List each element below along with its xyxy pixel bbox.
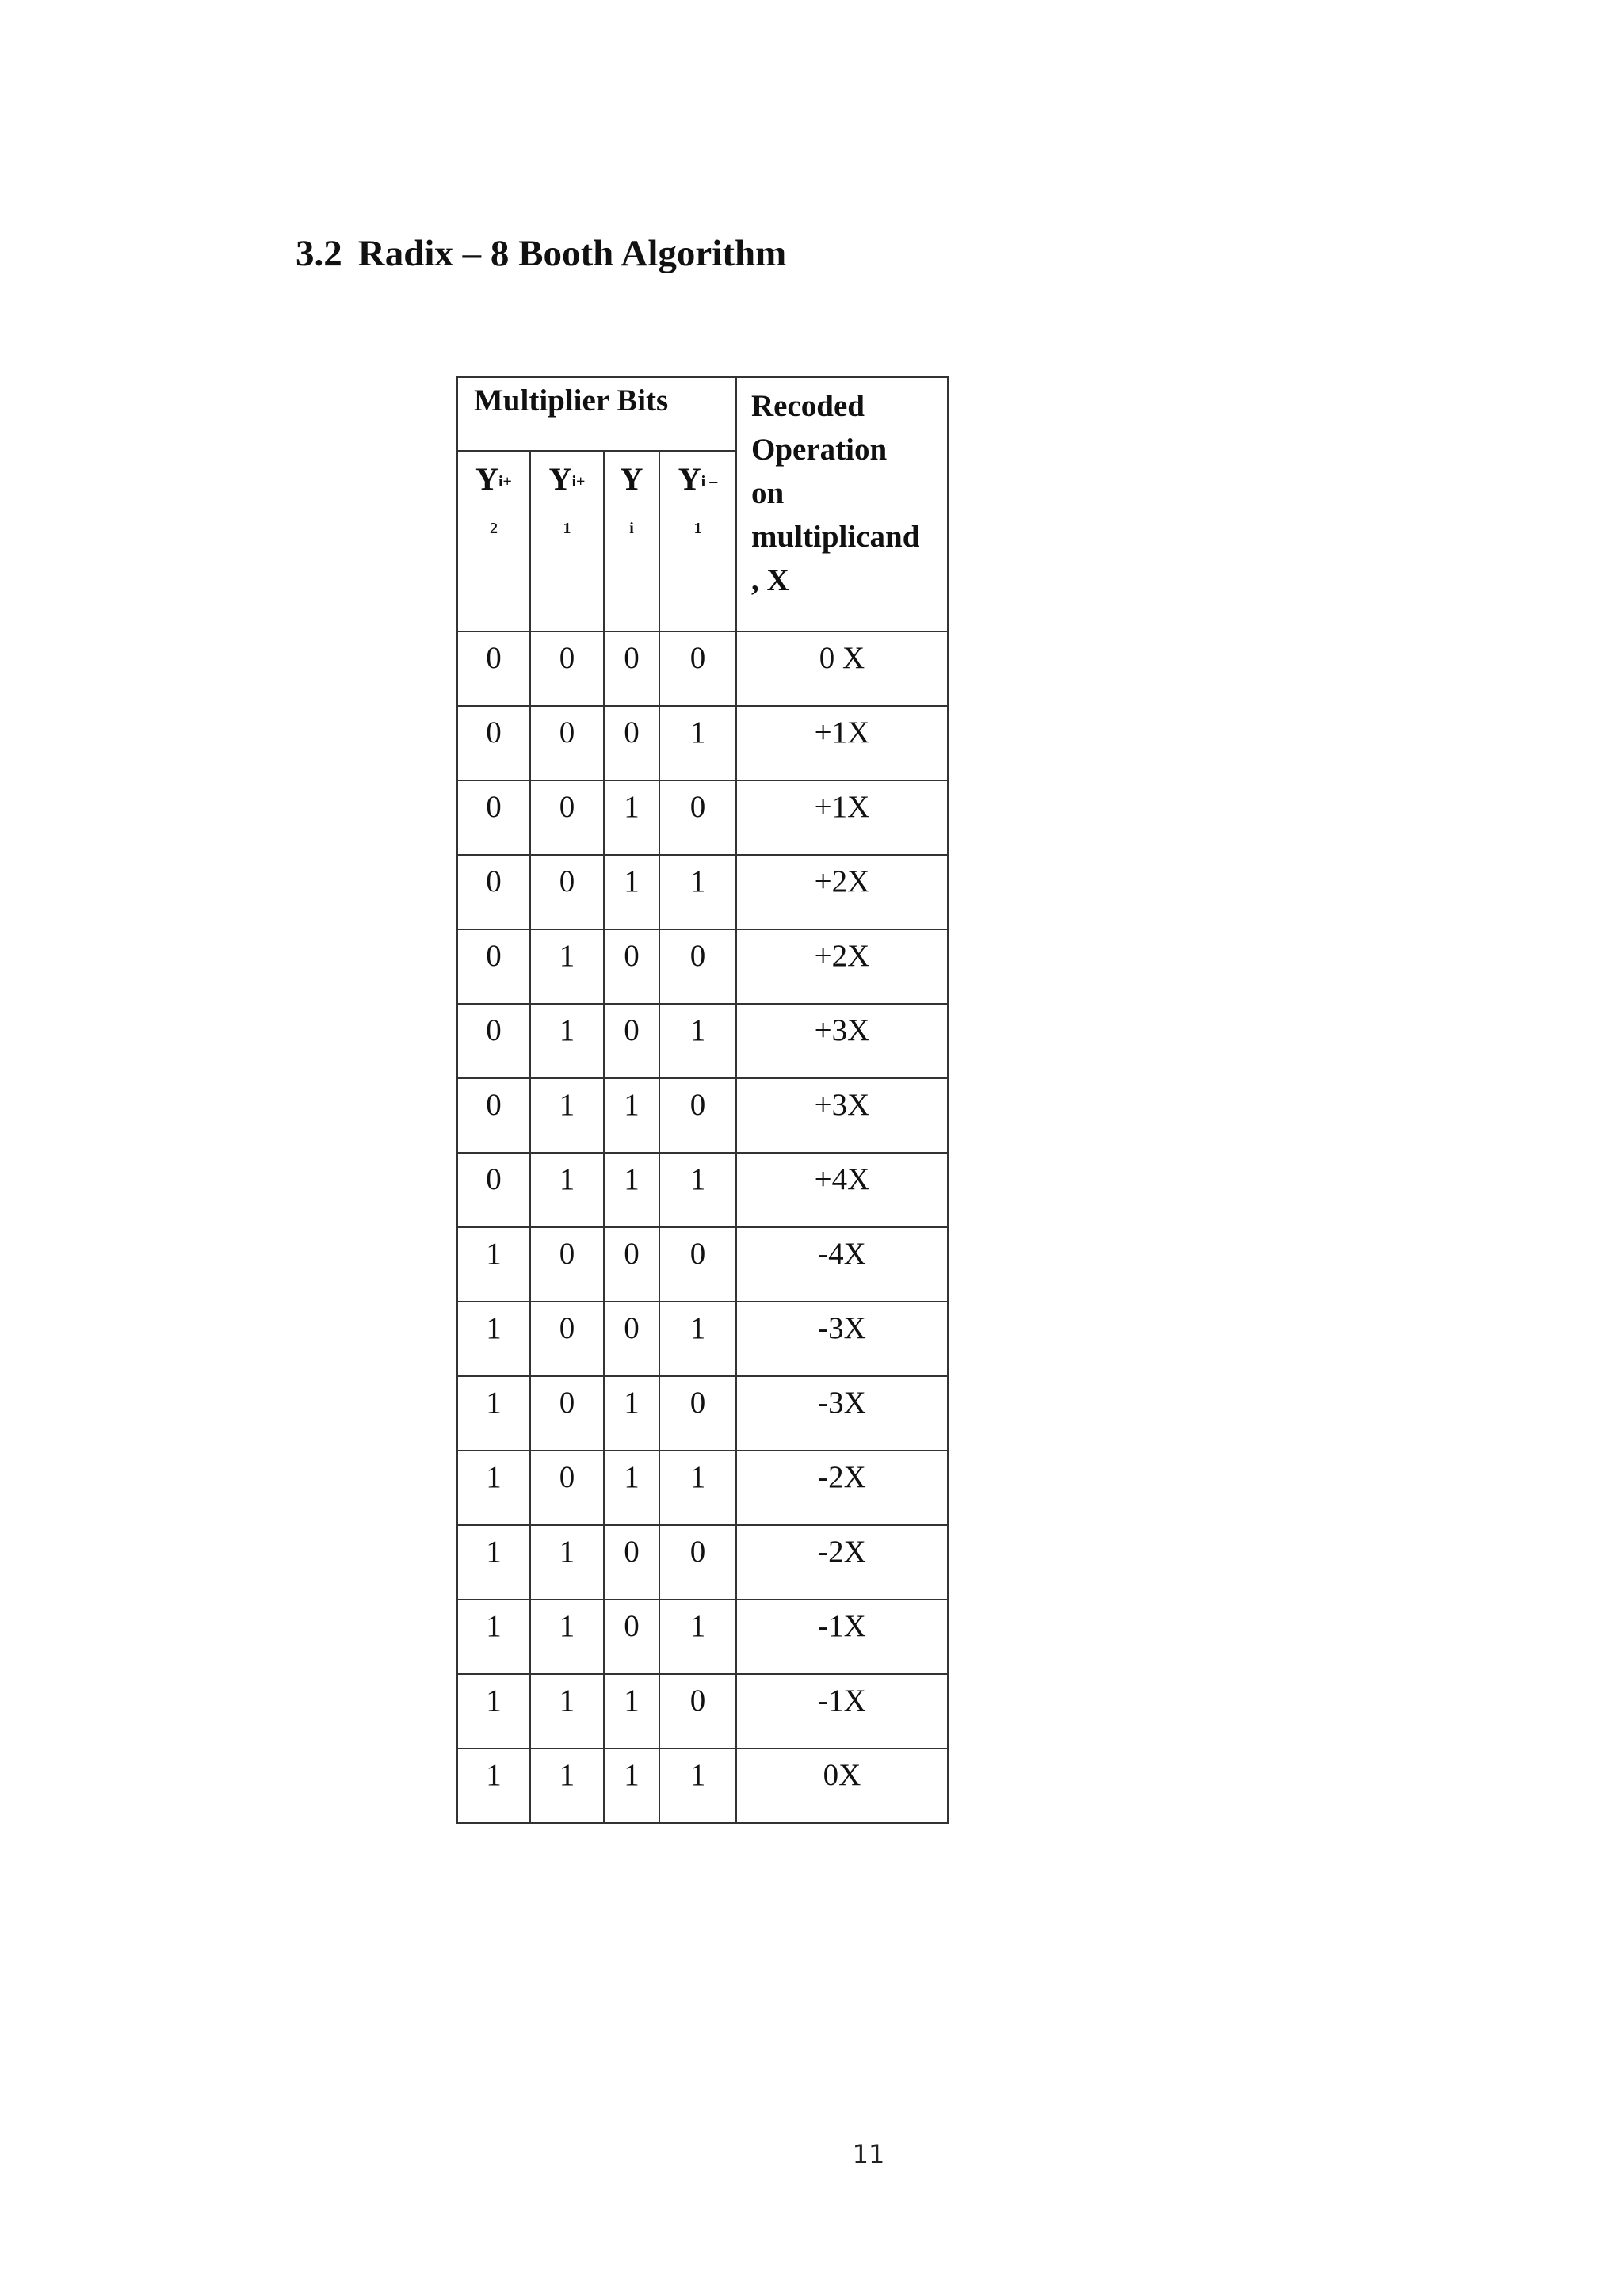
bit-header-subscript: i+ bbox=[571, 473, 586, 490]
bit-cell: 1 bbox=[530, 1078, 604, 1153]
bit-cell: 0 bbox=[530, 1302, 604, 1376]
bit-header-yi-plus-1 bbox=[530, 451, 604, 631]
operation-cell: +3X bbox=[736, 1004, 948, 1078]
bit-cell: 0 bbox=[530, 1451, 604, 1525]
recoded-header-line: Recoded bbox=[751, 389, 865, 423]
bit-cell: 0 bbox=[604, 1227, 659, 1302]
bit-cell: 1 bbox=[604, 1451, 659, 1525]
multiplier-bits-header: Multiplier Bits bbox=[457, 377, 736, 451]
table-row bbox=[457, 855, 948, 929]
operation-cell: 0 X bbox=[736, 631, 948, 706]
bit-header-yi-plus-2 bbox=[457, 451, 530, 631]
bit-cell: 0 bbox=[659, 780, 736, 855]
recoded-header-line: , X bbox=[751, 563, 789, 597]
bit-cell: 0 bbox=[457, 1078, 530, 1153]
bit-header-letter: Y bbox=[620, 461, 643, 497]
bit-header-subscript-line2: 1 bbox=[693, 520, 702, 537]
bit-cell: 0 bbox=[659, 1227, 736, 1302]
bit-cell: 0 bbox=[659, 1525, 736, 1600]
bit-cell: 1 bbox=[659, 1153, 736, 1227]
section-heading bbox=[296, 232, 786, 275]
table-row bbox=[457, 631, 948, 706]
bit-cell: 0 bbox=[659, 1078, 736, 1153]
table-row bbox=[457, 1600, 948, 1674]
bit-cell: 1 bbox=[659, 1004, 736, 1078]
bit-header-subscript: i – bbox=[701, 473, 718, 490]
operation-cell: -3X bbox=[736, 1302, 948, 1376]
operation-cell: -2X bbox=[736, 1525, 948, 1600]
bit-cell: 0 bbox=[530, 1376, 604, 1451]
bit-header-letter: Y bbox=[475, 461, 498, 497]
bit-cell: 0 bbox=[457, 929, 530, 1004]
bit-header-subscript: i+ bbox=[498, 473, 512, 490]
bit-cell: 1 bbox=[659, 855, 736, 929]
bit-cell: 1 bbox=[530, 929, 604, 1004]
bit-cell: 1 bbox=[457, 1749, 530, 1823]
operation-cell: +2X bbox=[736, 855, 948, 929]
table-row bbox=[457, 1451, 948, 1525]
bit-cell: 1 bbox=[457, 1451, 530, 1525]
bit-cell: 0 bbox=[457, 855, 530, 929]
table-header-row bbox=[457, 377, 948, 451]
bit-cell: 1 bbox=[457, 1600, 530, 1674]
bit-cell: 1 bbox=[604, 780, 659, 855]
bit-cell: 0 bbox=[659, 1674, 736, 1749]
table-row bbox=[457, 1078, 948, 1153]
bit-cell: 1 bbox=[604, 1153, 659, 1227]
recoded-header-line: Operation bbox=[751, 433, 888, 467]
bit-header-letter: Y bbox=[548, 461, 572, 497]
bit-cell: 0 bbox=[530, 780, 604, 855]
table-row bbox=[457, 1749, 948, 1823]
bit-cell: 1 bbox=[457, 1302, 530, 1376]
recoded-operation-header bbox=[736, 377, 948, 631]
bit-header-subscript-line2: 1 bbox=[563, 520, 571, 537]
table-row bbox=[457, 780, 948, 855]
bit-cell: 0 bbox=[457, 1004, 530, 1078]
bit-cell: 0 bbox=[457, 631, 530, 706]
bit-cell: 0 bbox=[659, 1376, 736, 1451]
recoded-header-line: multiplicand bbox=[751, 520, 920, 554]
bit-cell: 0 bbox=[457, 706, 530, 780]
bit-header-subscript-line2: i bbox=[629, 520, 634, 537]
bit-header-yi bbox=[604, 451, 659, 631]
operation-cell: 0X bbox=[736, 1749, 948, 1823]
bit-cell: 1 bbox=[530, 1153, 604, 1227]
bit-cell: 1 bbox=[659, 1451, 736, 1525]
bit-cell: 1 bbox=[659, 1302, 736, 1376]
operation-cell: +2X bbox=[736, 929, 948, 1004]
bit-cell: 0 bbox=[457, 1153, 530, 1227]
bit-cell: 1 bbox=[530, 1004, 604, 1078]
bit-cell: 0 bbox=[530, 706, 604, 780]
bit-cell: 1 bbox=[457, 1376, 530, 1451]
bit-cell: 0 bbox=[604, 929, 659, 1004]
bit-cell: 1 bbox=[659, 1749, 736, 1823]
operation-cell: +1X bbox=[736, 706, 948, 780]
bit-cell: 1 bbox=[530, 1674, 604, 1749]
table-row bbox=[457, 929, 948, 1004]
bit-cell: 0 bbox=[604, 631, 659, 706]
bit-cell: 1 bbox=[457, 1674, 530, 1749]
bit-cell: 1 bbox=[604, 1376, 659, 1451]
booth-recoding-table bbox=[456, 376, 949, 1824]
bit-cell: 0 bbox=[457, 780, 530, 855]
table-row bbox=[457, 706, 948, 780]
bit-cell: 0 bbox=[604, 1600, 659, 1674]
table-row bbox=[457, 1004, 948, 1078]
table-row bbox=[457, 1302, 948, 1376]
section-title: Radix – 8 Booth Algorithm bbox=[357, 233, 787, 274]
bit-cell: 1 bbox=[659, 706, 736, 780]
bit-cell: 0 bbox=[530, 631, 604, 706]
bit-header-letter: Y bbox=[678, 461, 701, 497]
recoded-header-line: on bbox=[751, 476, 785, 510]
bit-cell: 0 bbox=[530, 1227, 604, 1302]
section-number: 3.2 bbox=[296, 233, 342, 274]
page-number: 11 bbox=[852, 2139, 885, 2169]
bit-cell: 1 bbox=[457, 1227, 530, 1302]
bit-cell: 0 bbox=[604, 1302, 659, 1376]
table-row bbox=[457, 1674, 948, 1749]
operation-cell: -3X bbox=[736, 1376, 948, 1451]
bit-cell: 1 bbox=[604, 855, 659, 929]
bit-cell: 1 bbox=[604, 1078, 659, 1153]
bit-cell: 1 bbox=[530, 1749, 604, 1823]
bit-cell: 1 bbox=[604, 1749, 659, 1823]
bit-cell: 1 bbox=[457, 1525, 530, 1600]
operation-cell: -4X bbox=[736, 1227, 948, 1302]
bit-cell: 0 bbox=[604, 706, 659, 780]
table-row bbox=[457, 1376, 948, 1451]
table-body bbox=[457, 631, 948, 1823]
operation-cell: +4X bbox=[736, 1153, 948, 1227]
bit-cell: 0 bbox=[659, 631, 736, 706]
bit-header-yi-minus-1 bbox=[659, 451, 736, 631]
bit-cell: 1 bbox=[604, 1674, 659, 1749]
operation-cell: +3X bbox=[736, 1078, 948, 1153]
table-row bbox=[457, 1227, 948, 1302]
bit-cell: 1 bbox=[530, 1525, 604, 1600]
operation-cell: +1X bbox=[736, 780, 948, 855]
operation-cell: -1X bbox=[736, 1674, 948, 1749]
operation-cell: -2X bbox=[736, 1451, 948, 1525]
bit-cell: 1 bbox=[530, 1600, 604, 1674]
operation-cell: -1X bbox=[736, 1600, 948, 1674]
bit-cell: 0 bbox=[659, 929, 736, 1004]
bit-cell: 0 bbox=[604, 1004, 659, 1078]
bit-header-subscript-line2: 2 bbox=[490, 520, 498, 537]
table-row bbox=[457, 1153, 948, 1227]
bit-cell: 0 bbox=[530, 855, 604, 929]
table-row bbox=[457, 1525, 948, 1600]
bit-cell: 1 bbox=[659, 1600, 736, 1674]
bit-cell: 0 bbox=[604, 1525, 659, 1600]
